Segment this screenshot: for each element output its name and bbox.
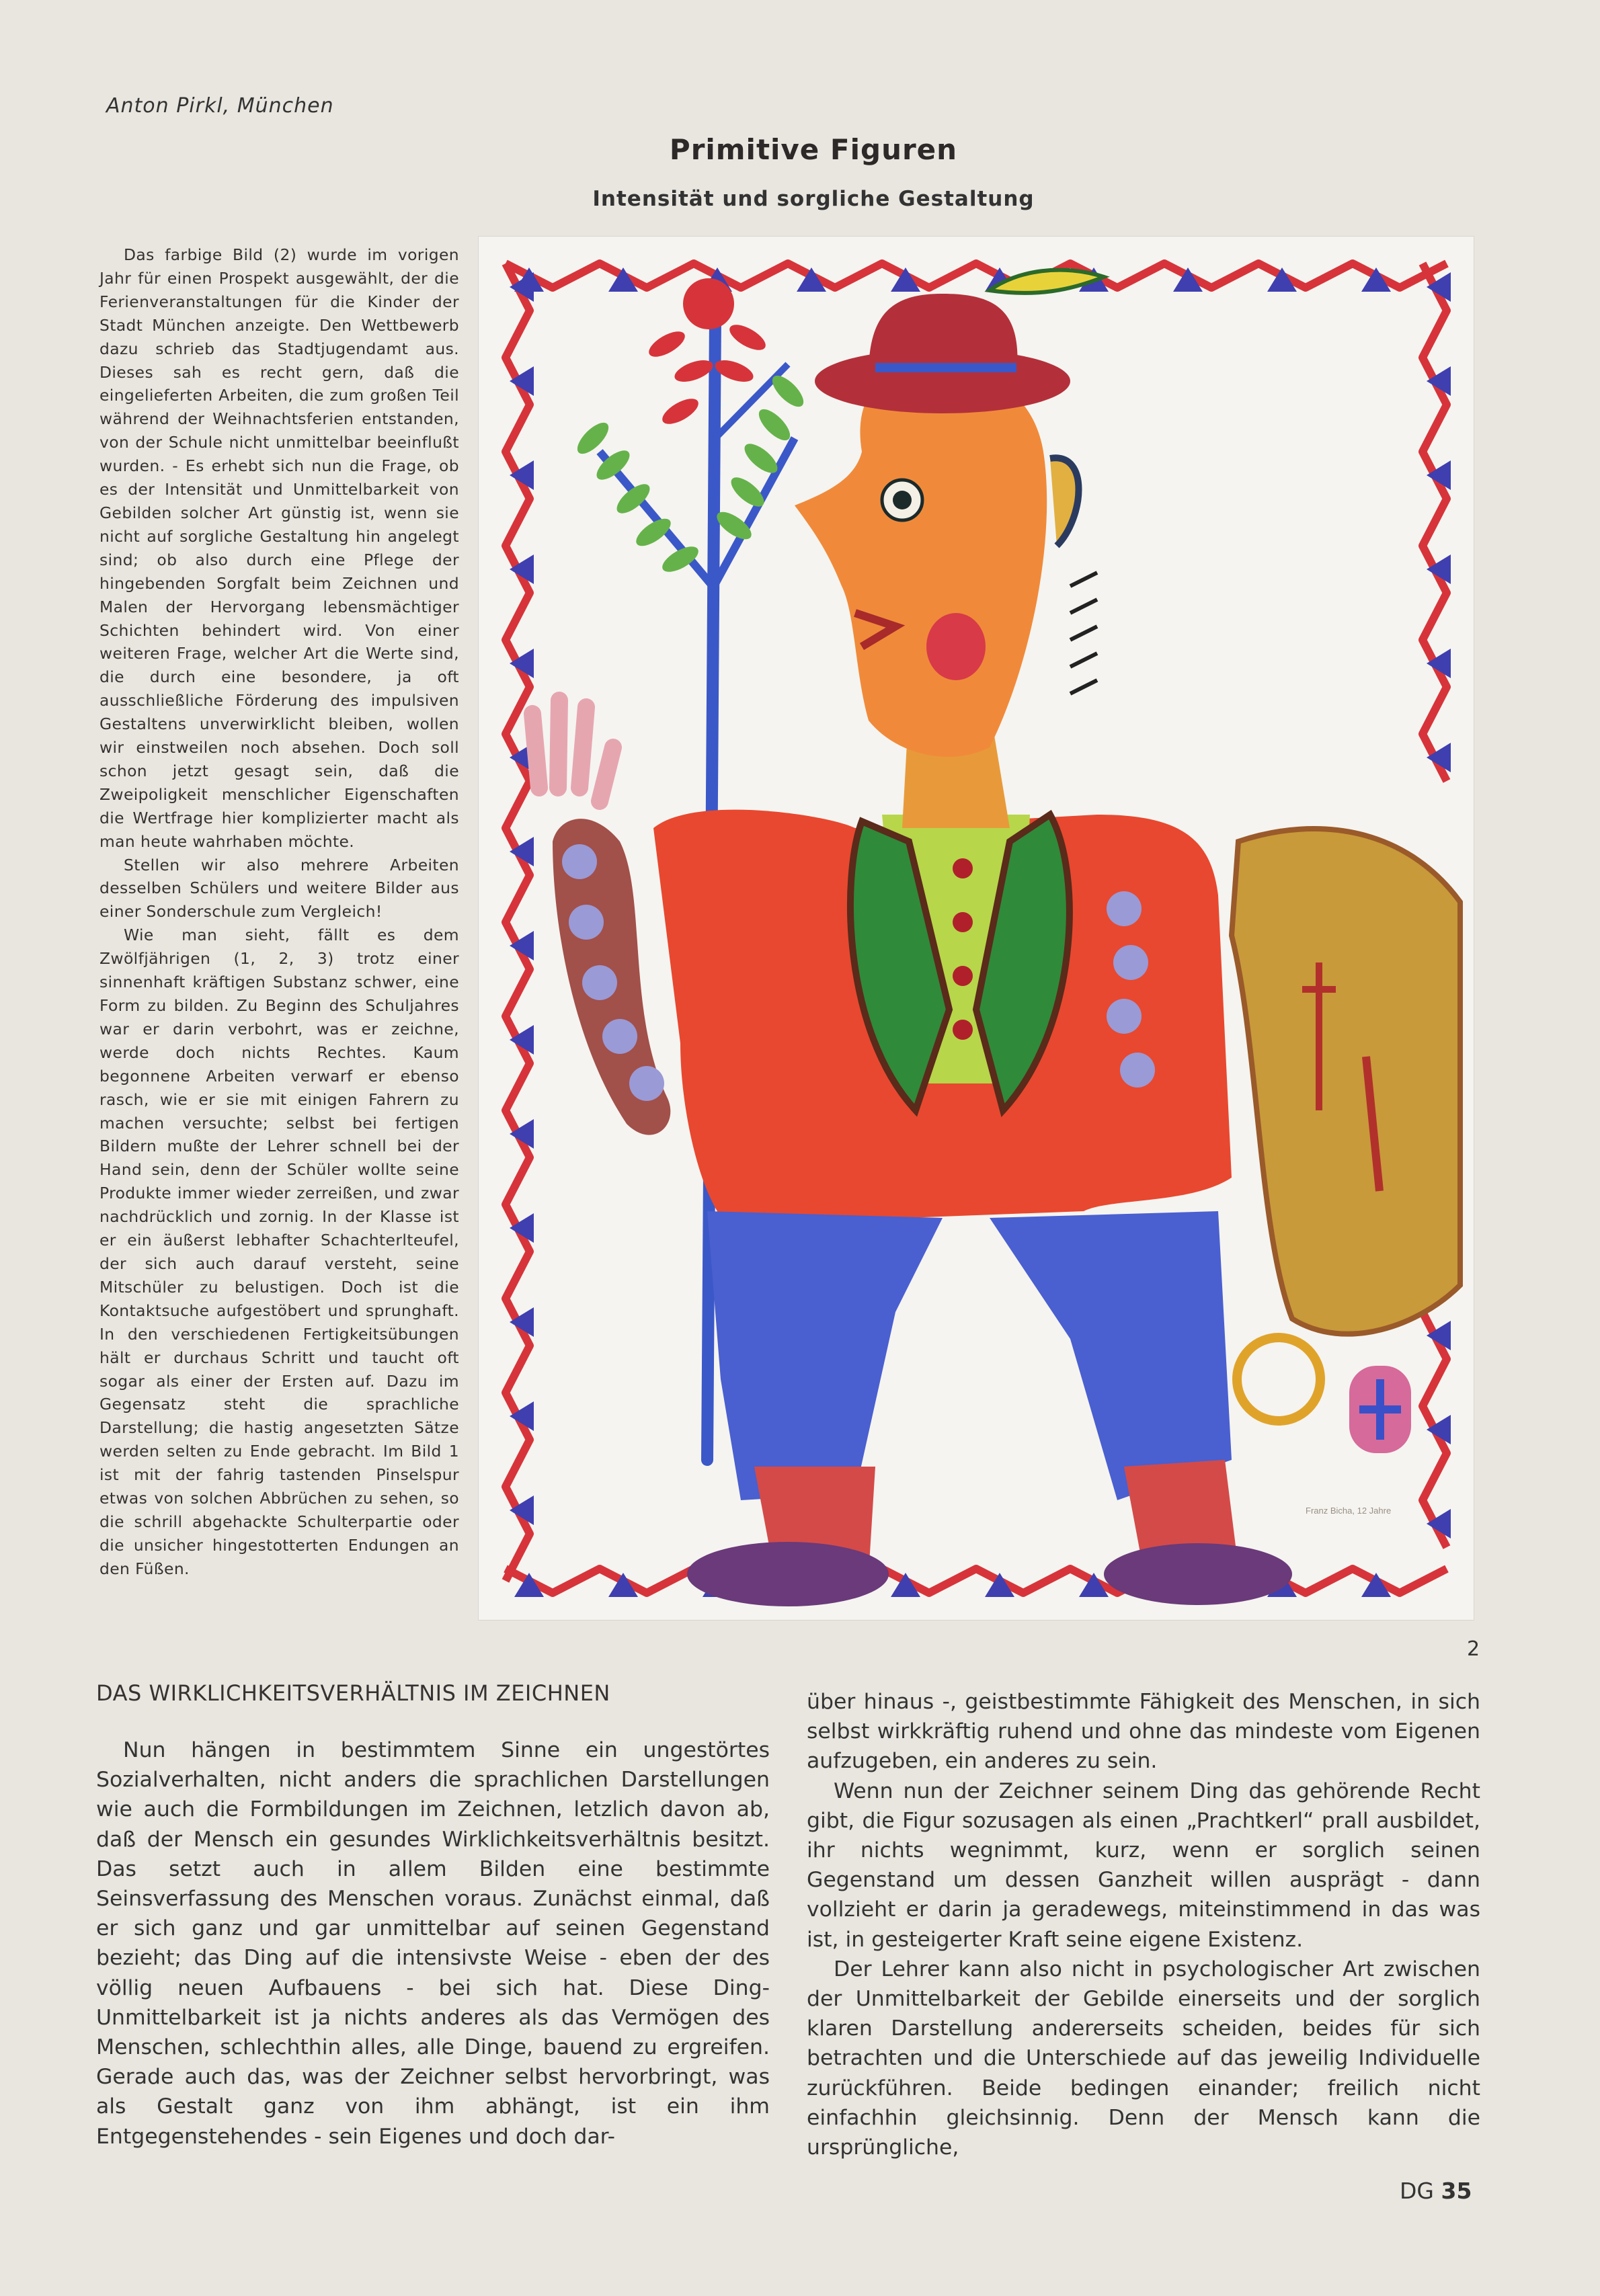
figure-body xyxy=(532,270,1292,1606)
left-paragraph: Nun hängen in bestimmtem Sinne ein ungestörtes Sozialverhalten, nicht anders die sprachlichen Darstellungen wie auch die Formbildungen im Zeichnen, letzlich davon ab, daß der Mensch ein gesundes Wirklichkeitsverhältnis besitzt. Das setzt auch in allem Bilden eine bestimmte Seinsverfassung des Menschen voraus. Zunächst einmal, daß er sich ganz und gar unmittelbar auf seinen Gegenstand bezieht; das Ding auf die intensivste Weise - eben der des völlig neuen Aufbauens - bei sich hat. Diese Ding-Unmittelbarkeit ist ja nichts anderes als das Vermögen des Menschen, schlechthin alles, alle Dinge, bauend zu ergreifen. Gerade auch das, was der Zeichner selbst hervorbringt, was als Gestalt ganz von ihm abhängt, ist ein ihm Entgegenstehendes - sein Eigenes und doch dar- xyxy=(96,1738,770,2149)
article-title: Primitive Figuren xyxy=(669,133,958,166)
narrow-paragraph: Stellen wir also mehrere Arbeiten desselben Schülers und weitere Bilder aus einer Sonderschule zum Vergleich! xyxy=(99,855,459,921)
right-paragraph: Wenn nun der Zeichner seinem Ding das gehörende Recht gibt, die Figur sozusagen als einen „Prachtkerl“ prall ausbildet, ihr nichts wegnimmt, kurz, wenn er sorglich seinen Gegenstand um dessen Ganzheit willen ausprägt - dann vollzieht er darin ja geradewegs, miteinstimmend in das was ist, in gesteigerter Kraft seine eigene Existenz. xyxy=(807,1778,1480,1952)
child-painting-figure xyxy=(479,237,1474,1620)
section-heading: DAS WIRKLICHKEITSVERHÄLTNIS IM ZEICHNEN xyxy=(96,1680,610,1706)
narrow-paragraph: Wie man sieht, fällt es dem Zwölfjährigen (1, 2, 3) trotz einer sinnenhaft kräftigen Substanz schwer, eine Form zu bilden. Zu Beginn des Schuljahres war er darin verbohrt, was er zeichne, werde doch nichts Rechtes. Kaum begonnene Arbeiten verwarf er ebenso rasch, wie er sie mit einigen Fahrern zu machen versuchte; selbst bei fertigen Bildern mußte der Lehrer schnell bei der Hand sein, denn der Schüler wollte seine Produkte immer wieder zerreißen, und zwar nachdrücklich und zornig. In der Klasse ist er ein äußerst lebhafter Schachterlteufel, der sich auch darauf versteht, seine Mitschüler zu belustigen. Doch ist die Kontaktsuche aufgestöbert und sprunghaft. In den verschiedenen Fertigkeitsübungen hält er durchaus Schritt und taucht oft sogar als einer der Ersten auf. Dazu im Gegensatz steht die sprachliche Darstellung; die hastig angesetzten Sätze werden selten zu Ende gebracht. Im Bild 1 ist mit der fahrig tastenden Pinselspur etwas von solchen Abbrüchen zu sehen, so die schrill abgehackte Schulterpartie oder die unsicher hingestotterten Endungen an den Füßen. xyxy=(99,926,459,1578)
journal-abbrev: DG xyxy=(1400,2178,1434,2204)
right-paragraph: über hinaus -, geistbestimmte Fähigkeit des Menschen, in sich selbst wirkkräftig ruhend und ohne das mindeste vom Eigenen aufzugeben, ein anderes zu sein. xyxy=(807,1690,1480,1774)
page-footer xyxy=(1400,2178,1472,2204)
author-line: Anton Pirkl, München xyxy=(106,94,334,118)
narrow-paragraph: Das farbige Bild (2) wurde im vorigen Jahr für einen Prospekt ausgewählt, der die Ferienveranstaltungen für die Kinder der Stadt München anzeigte. Den Wettbewerb dazu schrieb das Stadtjugendamt aus. Dieses sah es recht gern, daß die eingelieferten Arbeiten, die zum großen Teil während der Weihnachtsferien entstanden, von der Schule nicht unmittelbar beeinflußt wurden. - Es erhebt sich nun die Frage, ob es der Intensität und Unmittelbarkeit von Gebilden solcher Art günstig ist, wenn sie nicht auf sorgliche Gestaltung hin angelegt sind; ob also durch eine Pflege der hingebenden Sorgfalt beim Zeichnen und Malen der Hervorgang lebensmächtiger Schichten behindert wird. Von einer weiteren Frage, welcher Art die Werte sind, die durch eine besondere, ja oft ausschließliche Förderung des impulsiven Gestaltens unverwirklicht bleiben, wollen wir einstweilen noch absehen. Doch soll schon jetzt gesagt sein, daß die Zweipoligkeit menschlicher Eigenschaften die Wertfrage hier komplizierter macht als man heute wahrhaben möchte. xyxy=(99,245,459,851)
left-text-column xyxy=(96,1735,770,2151)
shield xyxy=(1232,829,1460,1453)
right-text-column xyxy=(807,1687,1480,2162)
painting-illustration xyxy=(479,237,1474,1620)
artist-signature: Franz Bicha, 12 Jahre xyxy=(1306,1506,1392,1516)
article-subtitle: Intensität und sorgliche Gestaltung xyxy=(592,187,1035,211)
narrow-text-column xyxy=(99,243,459,1581)
figure-number: 2 xyxy=(1467,1637,1480,1661)
page-number: 35 xyxy=(1441,2178,1472,2204)
right-paragraph: Der Lehrer kann also nicht in psychologischer Art zwischen der Unmittelbarkeit der Gebilde einerseits und der sorglich klaren Darstellung andererseits scheiden, beides für sich betrachten und die Unterschiede auf das jeweilig Individuelle zurückführen. Beide bedingen einander; freilich nicht einfachhin gleichsinnig. Denn der Mensch kann die ursprüngliche, xyxy=(807,1957,1480,2160)
